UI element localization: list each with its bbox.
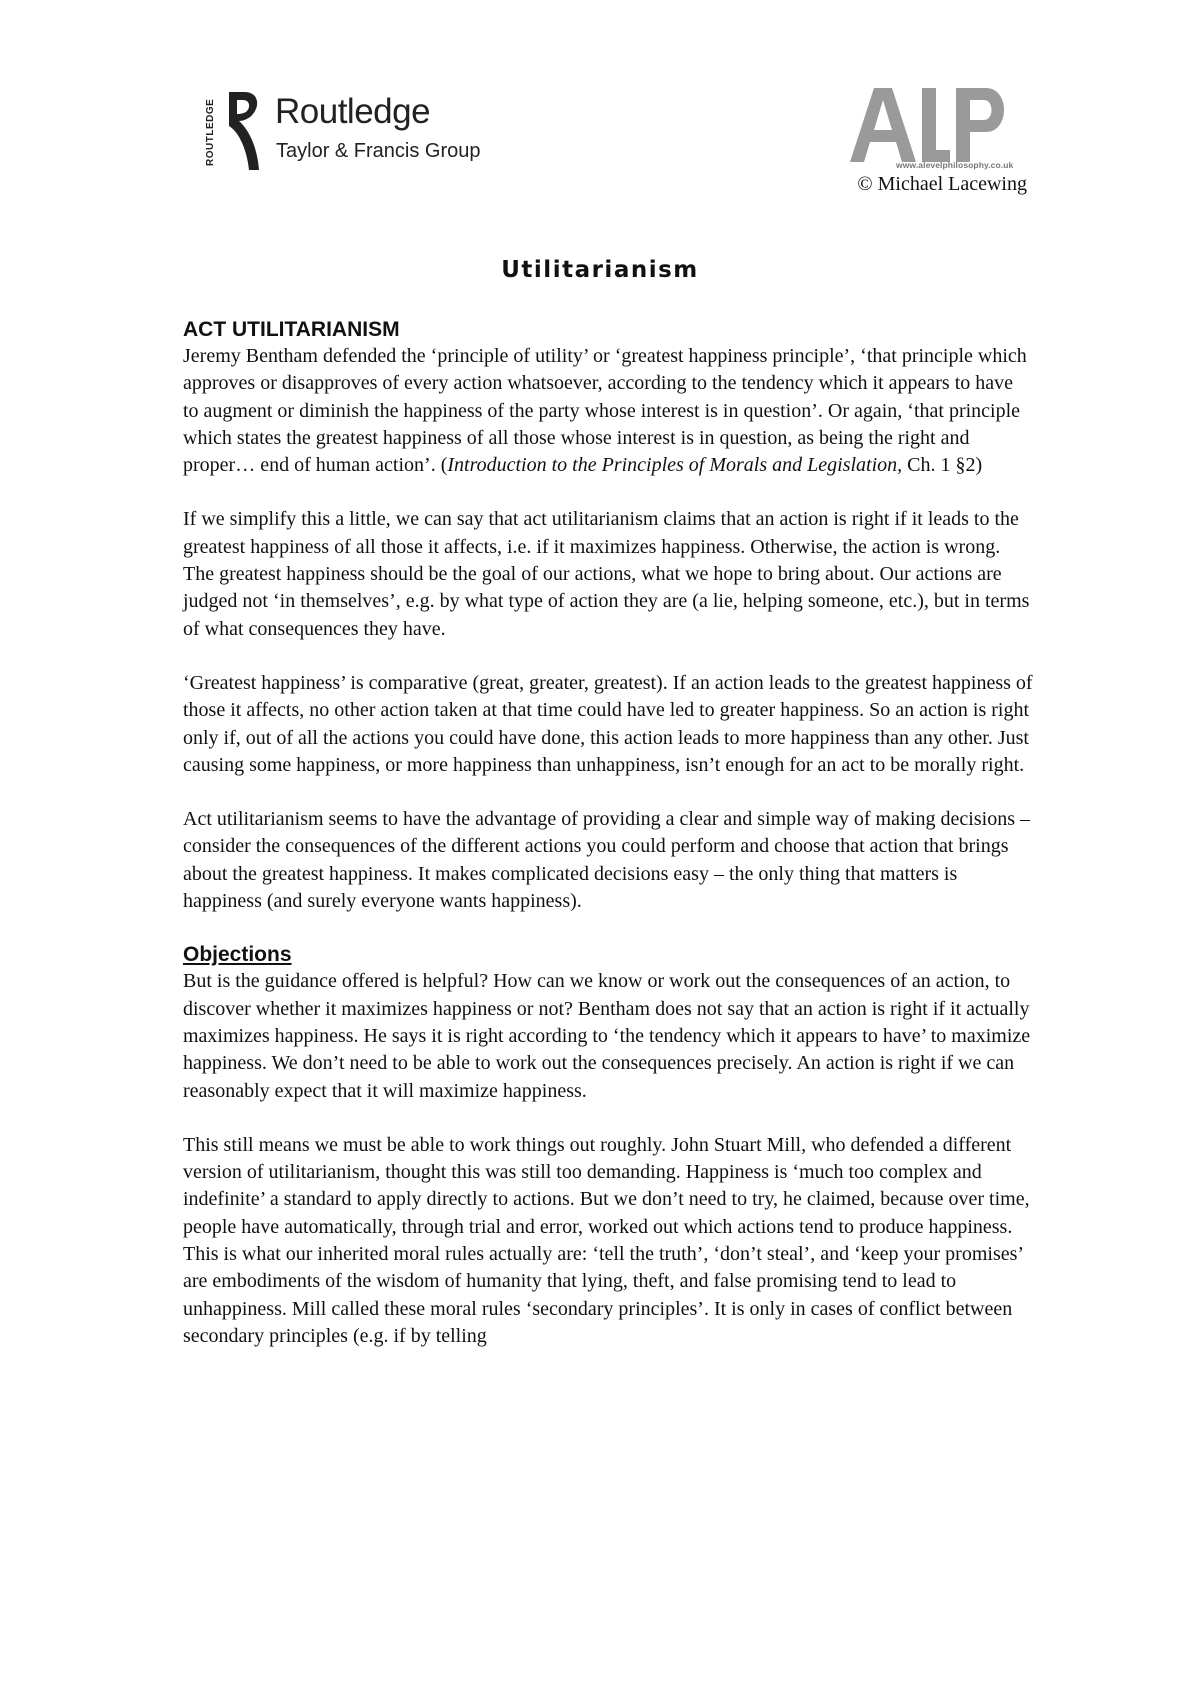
section-heading-act-utilitarianism: ACT UTILITARIANISM [183,318,400,341]
paragraph-simplify: If we simplify this a little, we can say that act utilitarianism claims that an action is right if it leads to the greatest happiness of all those it affects, i.e. if it maximizes happiness. Otherwise, the action is wrong. The greatest happiness should be the goal of our actions, what we hope to bring about. Our actions are judged not ‘in themselves’, e.g. by what type of action they are (a lie, helping someone, etc.), but in terms of what consequences they have. [183,508,1030,640]
copyright-notice: © Michael Lacewing [857,173,1027,195]
routledge-name: Routledge [275,92,431,131]
paragraph-bentham-text: Jeremy Bentham defended the ‘principle of utility’ or ‘greatest happiness principle’, ‘that principle which approves or disapproves of every action whatsoever, according to the tendency which it appears to have to augment or diminish the happiness of the party whose interest is in question’. Or again, ‘that principle which states the greatest happiness of all those whose interest is in question, as being the right and proper… end of human action’. ( [183,345,1027,477]
alp-logo [848,84,1018,172]
routledge-r-icon [223,90,263,172]
routledge-logo [205,88,505,174]
page-title: Utilitarianism [501,257,699,283]
paragraph-mill: This still means we must be able to work things out roughly. John Stuart Mill, who defended a different version of utilitarianism, thought this was still too demanding. Happiness is ‘much too complex and indefinite’ a standard to apply directly to actions. But we don’t need to try, he claimed, because over time, people have automatically, through trial and error, worked out which actions tend to produce happiness. This is what our inherited moral rules actually are: ‘tell the truth’, ‘don’t steal’, and ‘keep your promises’ are embodiments of the wisdom of humanity that lying, theft, and false promising tend to lead to unhappiness. Mill called these moral rules ‘secondary principles’. It is only in cases of conflict between secondary principles (e.g. if by telling [183,1133,1030,1347]
paragraph-guidance: But is the guidance offered is helpful? How can we know or work out the consequences of an action, to discover whether it maximizes happiness or not? Bentham does not say that an action is right if it actually maximizes happiness. He says it is right according to ‘the tendency which it appears to have’ to maximize happiness. We don’t need to be able to work out the consequences precisely. An action is right if we can reasonably expect that it will maximize happiness. [183,970,1031,1102]
alp-url: www.alevelphilosophy.co.uk [896,160,1014,170]
paragraph-advantage: Act utilitarianism seems to have the advantage of providing a clear and simple way of making decisions – consider the consequences of the different actions you could perform and choose that action that brings about the greatest happiness. It makes complicated decisions easy – the only thing that matters is happiness (and surely everyone wants happiness). [183,808,1030,913]
routledge-subtitle: Taylor & Francis Group [276,140,481,162]
alp-letters-icon [848,84,1018,172]
routledge-vertical-text: ROUTLEDGE [205,98,216,166]
paragraph-bentham [183,343,1033,479]
citation-chapter: Ch. 1 §2) [902,454,983,477]
citation-title: Introduction to the Principles of Morals and Legislation, [447,454,903,477]
document-body [183,317,1033,1350]
paragraph-greatest-happiness: ‘Greatest happiness’ is comparative (great, greater, greatest). If an action leads to the greatest happiness of those it affects, no other action taken at that time could have led to greater happiness. So an action is right only if, out of all the actions you could have done, this action leads to more happiness than any other. Just causing some happiness, or more happiness than unhappiness, isn’t enough for an act to be morally right. [183,671,1033,776]
section-heading-objections: Objections [183,943,292,967]
